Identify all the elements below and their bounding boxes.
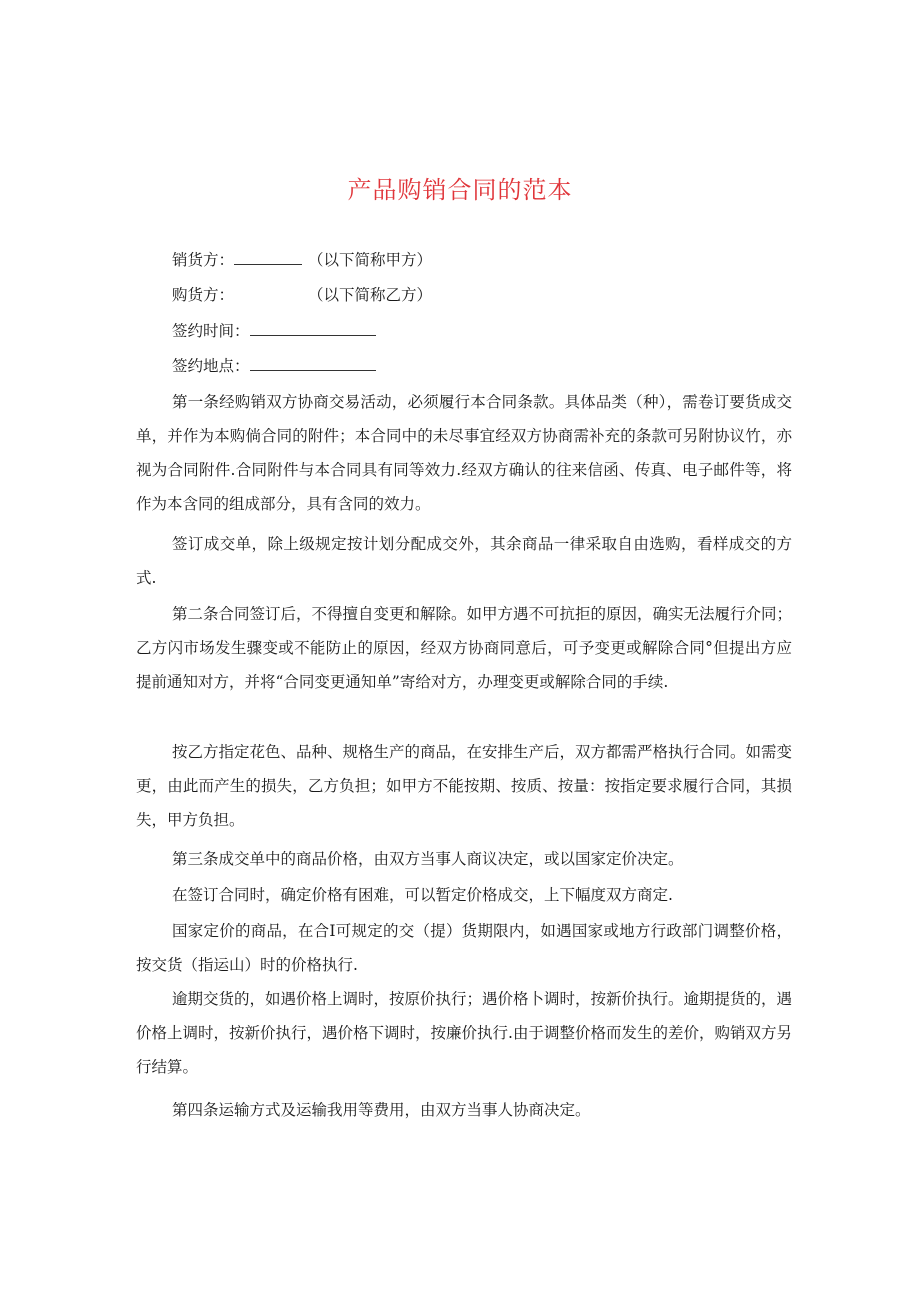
place-blank	[250, 356, 376, 371]
seller-blank	[234, 250, 302, 265]
paragraph-article-2: 第二条合同签订后，不得擅自变更和解除。如甲方遇不可抗拒的原因，确实无法履行介同；乙方闪市场发生骤变或不能防止的原因，经双方协商同意后，可予变更或解除合同°但提出方应提前通知对方，并将“合同变更通知单”寄给对方，办理变更或解除合同的手续.	[136, 605, 793, 691]
seller-label: 销货方：	[172, 251, 235, 269]
document-title: 产品购销合同的范本	[347, 176, 573, 204]
date-blank	[250, 321, 376, 336]
paragraph-provisional-price: 在签订合同时，确定价格有困难，可以暂定价格成交，上下幅度双方商定.	[172, 886, 673, 904]
buyer-note: （以下简称乙方）	[308, 286, 433, 304]
paragraph-article-1: 第一条经购销双方协商交易活动，必须履行本合同条款。具体品类（种），需卷订要货成交单，并作为本购倘合同的附件；本合同中的未尽事宜经双方协商需补充的条款可另附协议竹，亦视为合同附件.合同附件与本合同具有同等效力.经双方确认的往来信函、传真、电子邮件等，将作为本含同的组成部分，具有含同的效力。	[136, 393, 792, 513]
date-label: 签约时间：	[172, 322, 250, 340]
paragraph-article-4: 第四条运输方式及运输我用等费用，由双方当事人协商决定。	[172, 1101, 591, 1119]
seller-note: （以下简称甲方）	[308, 251, 433, 269]
paragraph-late-delivery: 逾期交货的，如遇价格上调时，按原价执行；遇价格卜调时，按新价执行。逾期提货的，遇价格上调时，按新价执行，遇价格下调时，按廉价执行.由于调整价格而发生的差价，购销双方另行结算。	[136, 990, 793, 1076]
date-field	[172, 321, 376, 341]
paragraph-custom-production: 按乙方指定花色、品种、规格生产的商品，在安排生产后，双方都需严格执行合同。如需变更，由此而产生的损失，乙方负担；如甲方不能按期、按质、按量：按指定要求履行合同，其损失，甲方负担。	[136, 743, 793, 829]
paragraph-state-price: 国家定价的商品，在合I可规定的交（提）货期限内，如遇国家或地方行政部门调整价格，按交货（指运山）时的价格执行.	[136, 922, 792, 974]
paragraph-deal-form: 签订成交单，除上级规定按计划分配成交外，其余商品一律采取自由选购，看样成交的方式.	[136, 535, 792, 587]
buyer-label: 购货方：	[172, 286, 235, 304]
buyer-field	[172, 285, 432, 305]
paragraph-article-3: 第三条成交单中的商品价格，由双方当事人商议决定，或以国家定价决定。	[172, 850, 684, 868]
place-field	[172, 356, 376, 376]
place-label: 签约地点：	[172, 357, 250, 375]
seller-field	[172, 250, 432, 270]
